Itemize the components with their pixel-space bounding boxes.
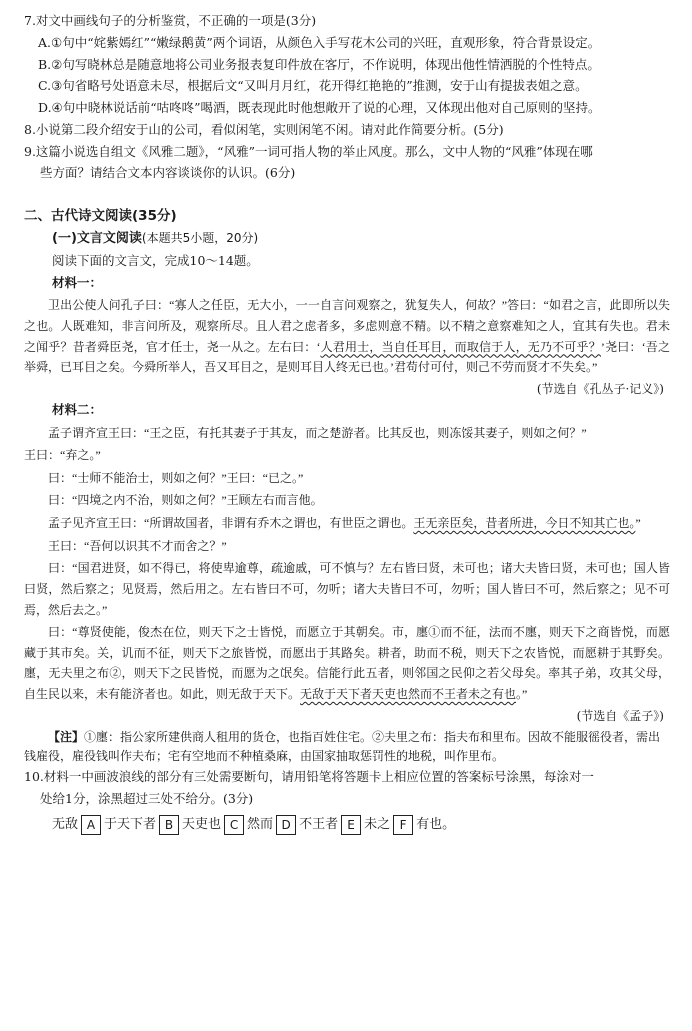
material-1-text-a: 卫出公使人问孔子曰：“寡人之任臣，无大小，一一自言问观察之，犹复失人，何故？”答曰：“如君之言，此即所以失之也。人既难知，非言问所及，观察所尽。且人君之虑者多，多虑则意不精。以不精之意察难知之人，宜其有失也。君未之闻乎？昔者舜臣尧，官才任士，尧一从之。左右曰：‘ xyxy=(24,298,670,354)
answer-box-a[interactable]: A xyxy=(81,815,101,835)
material-2-paragraph-8 xyxy=(24,622,670,705)
material-2-paragraph-7: 曰：“国君进贤，如不得已，将使卑逾尊，疏逾戚，可不慎与？左右皆曰贤，未可也；诸大夫皆曰贤，未可也；国人皆曰贤，然后察之；见贤焉，然后用之。左右皆曰不可，勿听；诸大夫皆曰不可，勿听；国人皆曰不可，然后察之；见不可焉，然后去之。” xyxy=(24,561,670,617)
question-7-option-c: C.③句省略号处语意未尽，根据后文“又叫月月红，花开得红艳艳的”推测，安于山有提拔表姐之意。 xyxy=(38,78,588,94)
answer-box-c[interactable]: C xyxy=(224,815,244,835)
material-2-paragraph-6: 王曰：“吾何以识其不才而舍之？” xyxy=(48,538,227,553)
material-2-p5-wavy: 王无亲臣矣，昔者所进，今日不知其亡也。 xyxy=(413,516,636,530)
subtitle-text: (一)文言文阅读 xyxy=(52,231,142,247)
answer-box-d[interactable]: D xyxy=(276,815,296,835)
material-2-p8-text-b: 。” xyxy=(516,687,528,701)
material-1-paragraph xyxy=(24,295,670,378)
material-2-paragraph-1: 孟子谓齐宣王曰：“王之臣，有托其妻子于其友，而之楚游者。比其反也，则冻馁其妻子，则如之何？” xyxy=(48,425,587,440)
question-7-option-b: B.②句写晓林总是随意地将公司业务报表复印件放在客厅，不作说明，体现出他性情洒脱的个性特点。 xyxy=(38,56,600,72)
material-1-label: 材料一： xyxy=(52,274,103,290)
reading-instruction: 阅读下面的文言文，完成10～14题。 xyxy=(52,252,259,268)
material-2-paragraph-2: 王曰：“弃之。” xyxy=(24,448,101,463)
material-2-label: 材料二： xyxy=(52,401,103,417)
segment-text: 无敌 xyxy=(52,816,79,832)
annotation-note xyxy=(24,728,670,766)
segment-text: 天吏也 xyxy=(182,816,222,832)
material-1-wavy-sentence: 人君用士，当自任耳目，而取信于人，无乃不可乎？ xyxy=(320,339,601,354)
material-2-paragraph-5 xyxy=(24,513,670,534)
material-2-paragraph-3: 曰：“士师不能治士，则如之何？”王曰：“已之。” xyxy=(48,470,304,485)
material-1-text-b: ’尧曰：‘吾之举舜，已耳目之矣。今舜所举人，吾又耳目之，是则耳目人终无已也。’君苟付可付，则己不劳而贤才不失矣。” xyxy=(24,339,670,375)
material-2-source: (节选自《孟子》) xyxy=(576,708,664,723)
material-2-p8-text-a: 曰：“尊贤使能，俊杰在位，则天下之士皆悦，而愿立于其朝矣。市，廛①而不征，法而不廛，则天下之商皆悦，而愿藏于其市矣。关，讥而不征，则天下之旅皆悦，而愿出于其路矣。耕者，助而不税，则天下之农皆悦，而愿耕于其野矣。廛，无夫里之布②，则天下之民皆悦，而愿为之氓矣。信能行此五者，则邻国之民仰之若父母矣。率其子弟，攻其父母，自生民以来，未有能济者也。如此，则无敌于天下。 xyxy=(24,625,670,701)
segment-text: 有也。 xyxy=(416,816,456,832)
note-label: 【注】 xyxy=(48,729,85,744)
question-9-line2: 些方面？请结合文本内容谈谈你的认识。(6分) xyxy=(40,165,296,181)
question-7-stem: 7.对文中画线句子的分析鉴赏，不正确的一项是(3分) xyxy=(24,13,317,28)
answer-box-b[interactable]: B xyxy=(159,815,179,835)
answer-box-e[interactable]: E xyxy=(341,815,361,835)
section-2-subtitle xyxy=(52,229,670,249)
segment-text: 然而 xyxy=(247,816,274,832)
question-8: 8.小说第二段介绍安于山的公司，看似闲笔，实则闲笔不闲。请对此作简要分析。(5分) xyxy=(24,121,504,137)
question-10-line2: 处给1分，涂黑超过三处不给分。(3分) xyxy=(40,790,254,806)
question-9-line1: 9.这篇小说选自组文《风雅二题》，“风雅”一词可指人物的举止风度。那么，文中人物的“风雅”体现在哪 xyxy=(24,143,593,159)
material-2-p5-text-b: ” xyxy=(635,516,641,530)
segment-text: 不王者 xyxy=(299,816,339,832)
note-text: ①廛：指公家所建供商人租用的货仓，也指百姓住宅。②夫里之布：指夫布和里布。因故不能服徭役者，需出钱雇役，雇役钱叫作夫布；宅有空地而不种植桑麻，由国家抽取惩罚性的地税，叫作里布。 xyxy=(24,729,661,763)
answer-box-f[interactable]: F xyxy=(393,815,413,835)
question-10-line1: 10.材料一中画波浪线的部分有三处需要断句，请用铅笔将答题卡上相应位置的答案标号涂黑，每涂对一 xyxy=(24,769,594,784)
question-7-option-a: A.①句中“姹紫嫣红”“嫩绿鹅黄”两个词语，从颜色入手写花木公司的兴旺，直观形象，符合背景设定。 xyxy=(38,34,601,50)
material-2-paragraph-4: 曰：“四境之内不治，则如之何？”王顾左右而言他。 xyxy=(48,493,323,508)
segment-text: 于天下者 xyxy=(104,816,157,832)
material-1-source: (节选自《孔丛子·记义》) xyxy=(536,381,664,396)
material-2-p5-text-a: 孟子见齐宣王曰：“所谓故国者，非谓有乔木之谓也，有世臣之谓也。 xyxy=(48,516,414,530)
subtitle-detail: (本题共5小题，20分) xyxy=(141,231,259,246)
question-7-option-d: D.④句中晓林说话前“咕咚咚”喝酒，既表现此时他想敞开了说的心理，又体现出他对自己原则的坚持。 xyxy=(38,100,601,115)
material-2-p8-wavy: 无敌于天下者天吏也然而不王者未之有也 xyxy=(300,687,517,701)
segment-text: 未之 xyxy=(364,816,391,832)
question-10-answer-row xyxy=(52,815,670,835)
section-2-title: 二、古代诗文阅读(35分) xyxy=(24,208,177,224)
